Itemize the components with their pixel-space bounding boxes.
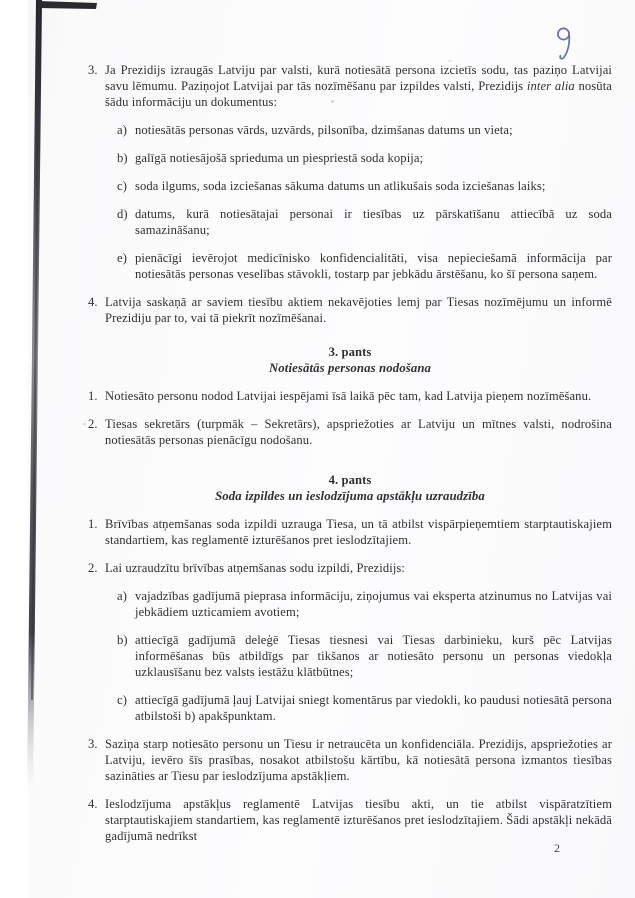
intro-paragraph-4 (88, 294, 612, 326)
subitem-text: pienācīgi ievērojot medicīnisko konfidencialitāti, visa nepieciešamā informācija par notiesātās personas veselības stāvokli, tostarp par jebkādu ārstēšanu, ko šī persona saņem. (135, 251, 612, 281)
paragraph-number: 2. (88, 561, 98, 575)
paragraph-text: Notiesāto personu nodod Latvijai iespējami īsā laikā pēc tam, kad Latvija pieņem nozīmēšanu. (105, 389, 592, 403)
section-4-item-1 (88, 516, 612, 548)
paragraph-number: 4. (88, 797, 98, 811)
paragraph-text: Tiesas sekretārs (turpmāk – Sekretārs), apspriežoties ar Latviju un mītnes valsti, nodrošina notiesātās personas pienācīgu nodošanu. (105, 417, 612, 447)
scan-speck (83, 423, 86, 425)
subitem-label: a) (117, 123, 127, 137)
paragraph-text: Lai uzraudzītu brīvības atņemšanas sodu izpildi, Prezidijs: (105, 561, 406, 575)
subitem-text: vajadzības gadījumā pieprasa informāciju, ziņojumus vai eksperta atzinumus no Latvijas vai jebkādiem uzticamiem avotiem; (135, 589, 612, 619)
intro-subitem-c (117, 178, 612, 194)
subitem-text: attiecīgā gadījumā ļauj Latvijai sniegt komentārus par viedokli, ko paudusi notiesātā persona atbilstoši b) apakšpunktam. (135, 693, 612, 723)
section-3-item-2 (88, 416, 612, 448)
section-title: Notiesātās personas nodošana (268, 361, 432, 375)
latin-phrase: inter alia (526, 79, 575, 93)
section-4-subitem-b (117, 632, 612, 680)
handwritten-nine-glyph (551, 24, 579, 66)
section-4-item-3 (88, 736, 612, 784)
subitem-label: d) (117, 207, 128, 221)
subitem-label: c) (117, 693, 127, 707)
intro-subitem-d (117, 206, 612, 238)
page-top-edge-shadow (38, 1, 97, 9)
scanner-bleed (0, 0, 28, 898)
section-4-subitem-c (117, 692, 612, 724)
scan-speck (331, 100, 334, 103)
scan-speck (448, 60, 452, 62)
intro-subitem-a (117, 122, 612, 138)
intro-paragraph-3 (88, 62, 612, 110)
subitem-label: b) (117, 151, 128, 165)
intro-subitem-e (117, 250, 612, 282)
paragraph-number: 1. (88, 517, 98, 531)
paragraph-number: 3. (88, 737, 98, 751)
paragraph-number: 4. (88, 295, 98, 309)
paragraph-number: 2. (88, 417, 98, 431)
section-title: Soda izpildes un ieslodzījuma apstākļu uzraudzība (215, 489, 485, 503)
subitem-text: notiesātās personas vārds, uzvārds, pilsonība, dzimšanas datums un vieta; (135, 123, 513, 137)
section-number: 3. pants (328, 345, 372, 359)
subitem-label: c) (117, 179, 127, 193)
section-3-heading (88, 344, 612, 376)
section-4-item-4 (88, 796, 612, 844)
subitem-text: soda ilgums, soda izciešanas sākuma datums un atlikušais soda izciešanas laiks; (135, 179, 546, 193)
paragraph-text: Brīvības atņemšanas soda izpildi uzrauga Tiesa, un tā atbilst vispārpieņemtiem starptautiskajiem standartiem, kas reglamentē izturēšanos pret ieslodzītajiem. (105, 517, 612, 547)
paragraph-number: 1. (88, 389, 98, 403)
subitem-label: b) (117, 633, 128, 647)
section-4-item-2 (88, 560, 612, 576)
section-4-heading (88, 472, 612, 504)
paragraph-text: Ja Prezidijs izraugās Latviju par valsti, kurā notiesātā persona izcietīs sodu, tas paziņo Latvijai savu lēmumu. Paziņojot Latvijai par tās nozīmēšanu par izpildes valsti, Prezidijs (105, 63, 612, 93)
paragraph-number: 3. (88, 63, 98, 77)
subitem-label: e) (117, 251, 127, 265)
page-number: 2 (554, 841, 560, 855)
subitem-text: attiecīgā gadījumā deleģē Tiesas tiesnesi vai Tiesas darbinieku, kurš pēc Latvijas informēšanas būs atbildīgs par tikšanos ar notiesāto personu un personas viedokļa uzklausīšanu bez valsts iestāžu klātbūtnes; (135, 633, 612, 679)
intro-subitem-b (117, 150, 612, 166)
document-content (88, 62, 612, 856)
paragraph-text: Saziņa starp notiesāto personu un Tiesu ir netraucēta un konfidenciāla. Prezidijs, apspriežoties ar Latviju, ievēro šīs prasības, nosakot atbilstošu kārtību, kā notiesātā persona izmantos tiesības sazināties ar Tiesu par ieslodzījuma apstākļiem. (105, 737, 612, 783)
paragraph-text: Ieslodzījuma apstākļus reglamentē Latvijas tiesību akti, un tie atbilst vispāratzītiem starptautiskajiem standartiem, kas reglamentē izturēšanos pret ieslodzītajiem. Šādi apstākļi nekādā gadījumā nedrīkst (105, 797, 612, 843)
section-4-subitem-a (117, 588, 612, 620)
paragraph-text: nosūta šādu informāciju un dokumentus: (105, 79, 612, 109)
section-3-item-1 (88, 388, 612, 404)
subitem-text: galīgā notiesājošā sprieduma un piespriestā soda kopija; (135, 151, 424, 165)
paragraph-text: Latvija saskaņā ar saviem tiesību aktiem nekavējoties lemj par Tiesas nozīmējumu un informē Prezidiju par to, vai tā piekrīt nozīmēšanai. (105, 295, 612, 325)
section-number: 4. pants (328, 473, 372, 487)
subitem-text: datums, kurā notiesātajai personai ir tiesības uz pārskatīšanu attiecībā uz soda samazināšanu; (135, 207, 612, 237)
subitem-label: a) (117, 589, 127, 603)
